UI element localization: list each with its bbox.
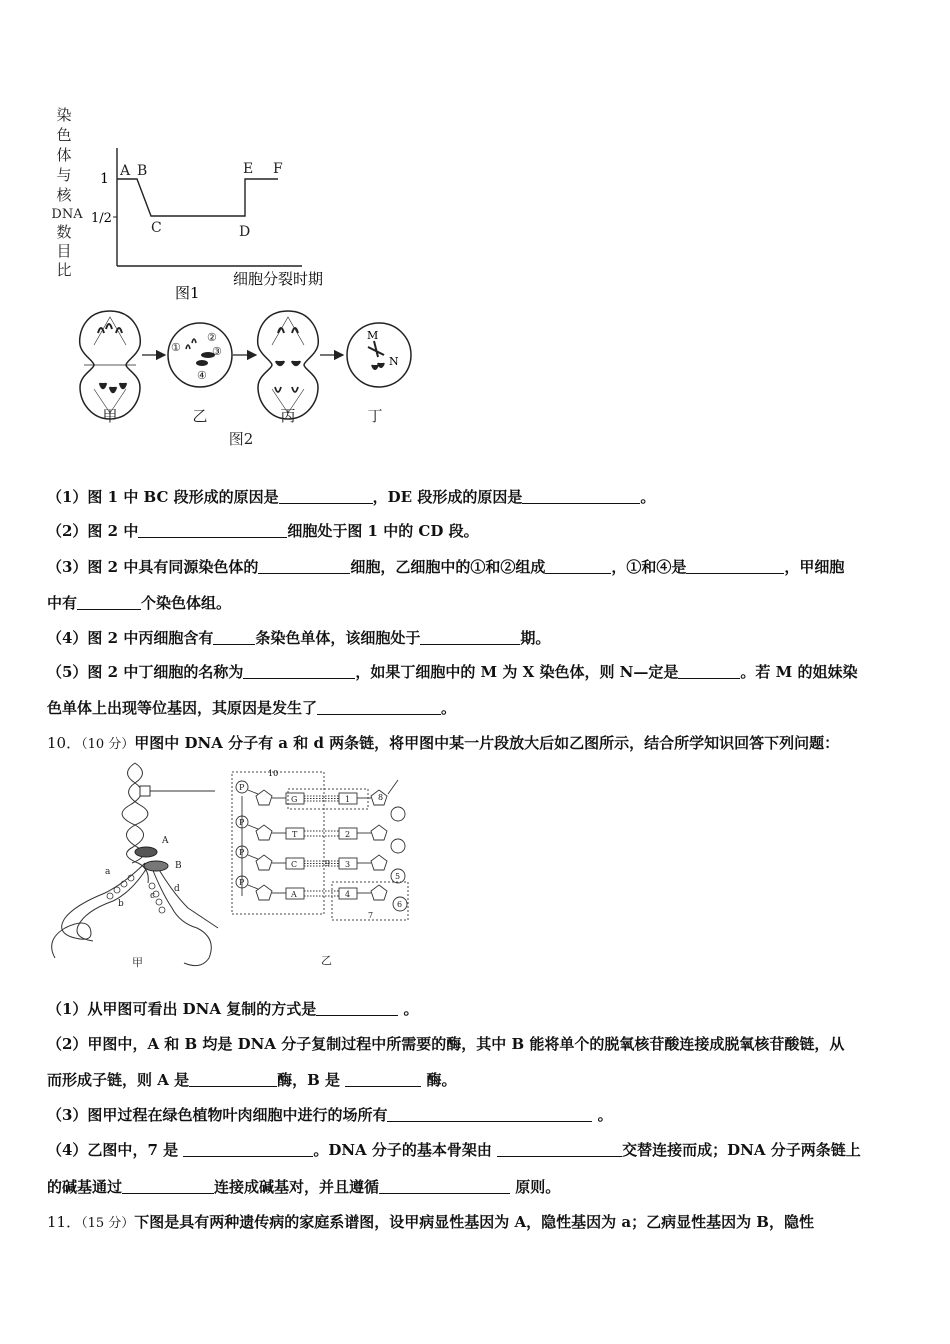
nucleotide-row (236, 846, 387, 870)
answer-blank[interactable] (345, 1072, 421, 1087)
answer-blank[interactable] (545, 559, 611, 574)
answer-blank[interactable] (387, 1107, 592, 1122)
label-strand-d: d (174, 884, 180, 894)
answer-blank[interactable] (138, 523, 287, 538)
answer-blank[interactable] (317, 700, 441, 715)
label-6: 6 (397, 900, 403, 909)
figure-yi-caption: 乙 (321, 954, 332, 967)
ratio-line (117, 179, 278, 216)
yi-number-2: ② (207, 331, 217, 344)
yi-number-4: ④ (197, 369, 207, 382)
ding-letter-n: N (389, 355, 399, 368)
point-d: D (239, 224, 251, 240)
point-c: C (151, 220, 162, 236)
answer-blank[interactable] (258, 559, 350, 574)
y-axis-label (51, 106, 83, 279)
answer-blank[interactable] (522, 489, 640, 504)
q9-line-1: （1）图 1 中 BC 段形成的原因是 ，DE 段形成的原因是 。 (47, 488, 656, 506)
label-b-enzyme: B (175, 861, 182, 871)
q10-line-4: （3）图甲过程在绿色植物叶肉细胞中进行的场所有 。 (47, 1106, 613, 1124)
cell-bing (258, 311, 319, 419)
phosphate-p: P (239, 848, 245, 857)
phosphate-p: P (239, 818, 245, 827)
tick-half: 1/2 (91, 211, 112, 226)
q10-line-3: 而形成子链，则 A 是 酶，B 是 酶。 (47, 1071, 457, 1089)
figure-1-chart (40, 100, 360, 305)
nucleotide-row (236, 781, 387, 805)
label-4: 4 (345, 890, 351, 899)
label-5: 5 (395, 872, 401, 881)
answer-blank[interactable] (183, 1142, 313, 1157)
label-7: 7 (368, 911, 374, 920)
cell-jia (80, 311, 141, 419)
y-label-char: DNA (51, 207, 83, 222)
answer-blank[interactable] (420, 630, 520, 645)
y-label-char: 染 (56, 106, 72, 124)
label-strand-b: b (118, 899, 124, 909)
answer-blank[interactable] (77, 595, 141, 610)
cell-label-bing: 丙 (280, 407, 296, 425)
figure-2-cells (70, 303, 420, 453)
q9-line-4: 中有 个染色体组。 (47, 594, 232, 612)
cell-label-jia: 甲 (102, 407, 118, 425)
figure-yi-dna-structure (228, 766, 428, 971)
y-label-char: 与 (56, 166, 72, 184)
q9-line-2: （2）图 2 中 细胞处于图 1 中的 CD 段。 (47, 522, 479, 540)
y-label-char: 数 (56, 223, 72, 241)
answer-blank[interactable] (189, 1072, 277, 1087)
answer-blank[interactable] (122, 1179, 214, 1194)
answer-blank[interactable] (213, 630, 255, 645)
q9-line-7: 色单体上出现等位基因，其原因是发生了 。 (47, 699, 457, 717)
base-t: T (292, 830, 298, 839)
answer-blank[interactable] (686, 559, 784, 574)
answer-blank[interactable] (379, 1179, 510, 1194)
ding-letter-m: M (367, 329, 379, 342)
phosphate-p: P (239, 783, 245, 792)
answer-blank[interactable] (678, 664, 740, 679)
answer-blank[interactable] (316, 1001, 398, 1016)
cell-label-yi: 乙 (192, 407, 208, 425)
nucleotide-row (236, 816, 387, 840)
q11-header: 11．（15 分）下图是具有两种遗传病的家庭系谱图，设甲病显性基因为 A，隐性基因为 a；乙病显性基因为 B，隐性 (47, 1213, 814, 1231)
point-f: F (273, 161, 283, 177)
base-a: A (291, 890, 297, 899)
q10-header: 10．（10 分）甲图中 DNA 分子有 a 和 d 两条链，将甲图中某一片段放大后如乙图所示，结合所学知识回答下列问题： (47, 734, 840, 752)
figure-2-caption: 图2 (228, 430, 254, 448)
label-8: 8 (378, 793, 384, 802)
cell-ding (347, 323, 411, 387)
figure-1-caption: 图1 (175, 284, 200, 302)
cell-yi (168, 323, 232, 387)
answer-blank[interactable] (497, 1142, 622, 1157)
answer-blank[interactable] (243, 664, 355, 679)
yi-number-3: ③ (212, 345, 222, 358)
base-g: G (291, 795, 298, 804)
y-label-char: 比 (56, 261, 72, 279)
point-b: B (137, 163, 148, 179)
label-2: 2 (345, 830, 351, 839)
tick-1: 1 (100, 171, 109, 187)
label-strand-a: a (105, 867, 111, 877)
y-label-char: 色 (56, 126, 72, 144)
figure-jia-replication (40, 758, 230, 973)
enzyme-a (135, 847, 157, 857)
y-label-char: 目 (56, 242, 72, 260)
label-strand-c: c (150, 891, 156, 901)
answer-blank[interactable] (279, 489, 373, 504)
label-1: 1 (345, 795, 351, 804)
label-9: 9 (325, 859, 331, 868)
q10-line-6: 的碱基通过 连接成碱基对，并且遵循 原则。 (47, 1178, 561, 1196)
label-10: 10 (268, 769, 279, 778)
yi-number-1: ① (171, 341, 181, 354)
phosphate-p: P (239, 878, 245, 887)
figure-jia-caption: 甲 (132, 956, 143, 969)
q9-line-3: （3）图 2 中具有同源染色体的 细胞，乙细胞中的①和②组成 ，①和④是 ，甲细胞 (47, 558, 845, 576)
x-axis-label: 细胞分裂时期 (233, 270, 324, 288)
y-label-char: 体 (56, 146, 72, 164)
label-3: 3 (345, 860, 351, 869)
nucleotide-row (236, 876, 387, 900)
q10-line-5: （4）乙图中，7 是 。DNA 分子的基本骨架由 交替连接而成；DNA 分子两条链上 (47, 1141, 861, 1159)
y-label-char: 核 (56, 186, 72, 204)
q9-line-6: （5）图 2 中丁细胞的名称为 ，如果丁细胞中的 M 为 X 染色体，则 N—定是 。若 M 的姐妹染 (47, 663, 858, 681)
q9-line-5: （4）图 2 中丙细胞含有 条染色单体，该细胞处于 期。 (47, 629, 551, 647)
point-e: E (243, 161, 254, 177)
point-a: A (120, 163, 131, 179)
q10-line-2: （2）甲图中，A 和 B 均是 DNA 分子复制过程中所需要的酶，其中 B 能将单个的脱氧核苷酸连接成脱氧核苷酸链，从 (47, 1035, 845, 1053)
cell-label-ding: 丁 (367, 407, 383, 425)
q10-line-1: （1）从甲图可看出 DNA 复制的方式是 。 (47, 1000, 419, 1018)
label-a-enzyme: A (162, 836, 169, 846)
base-c: C (291, 860, 298, 869)
enzyme-b (144, 861, 168, 871)
